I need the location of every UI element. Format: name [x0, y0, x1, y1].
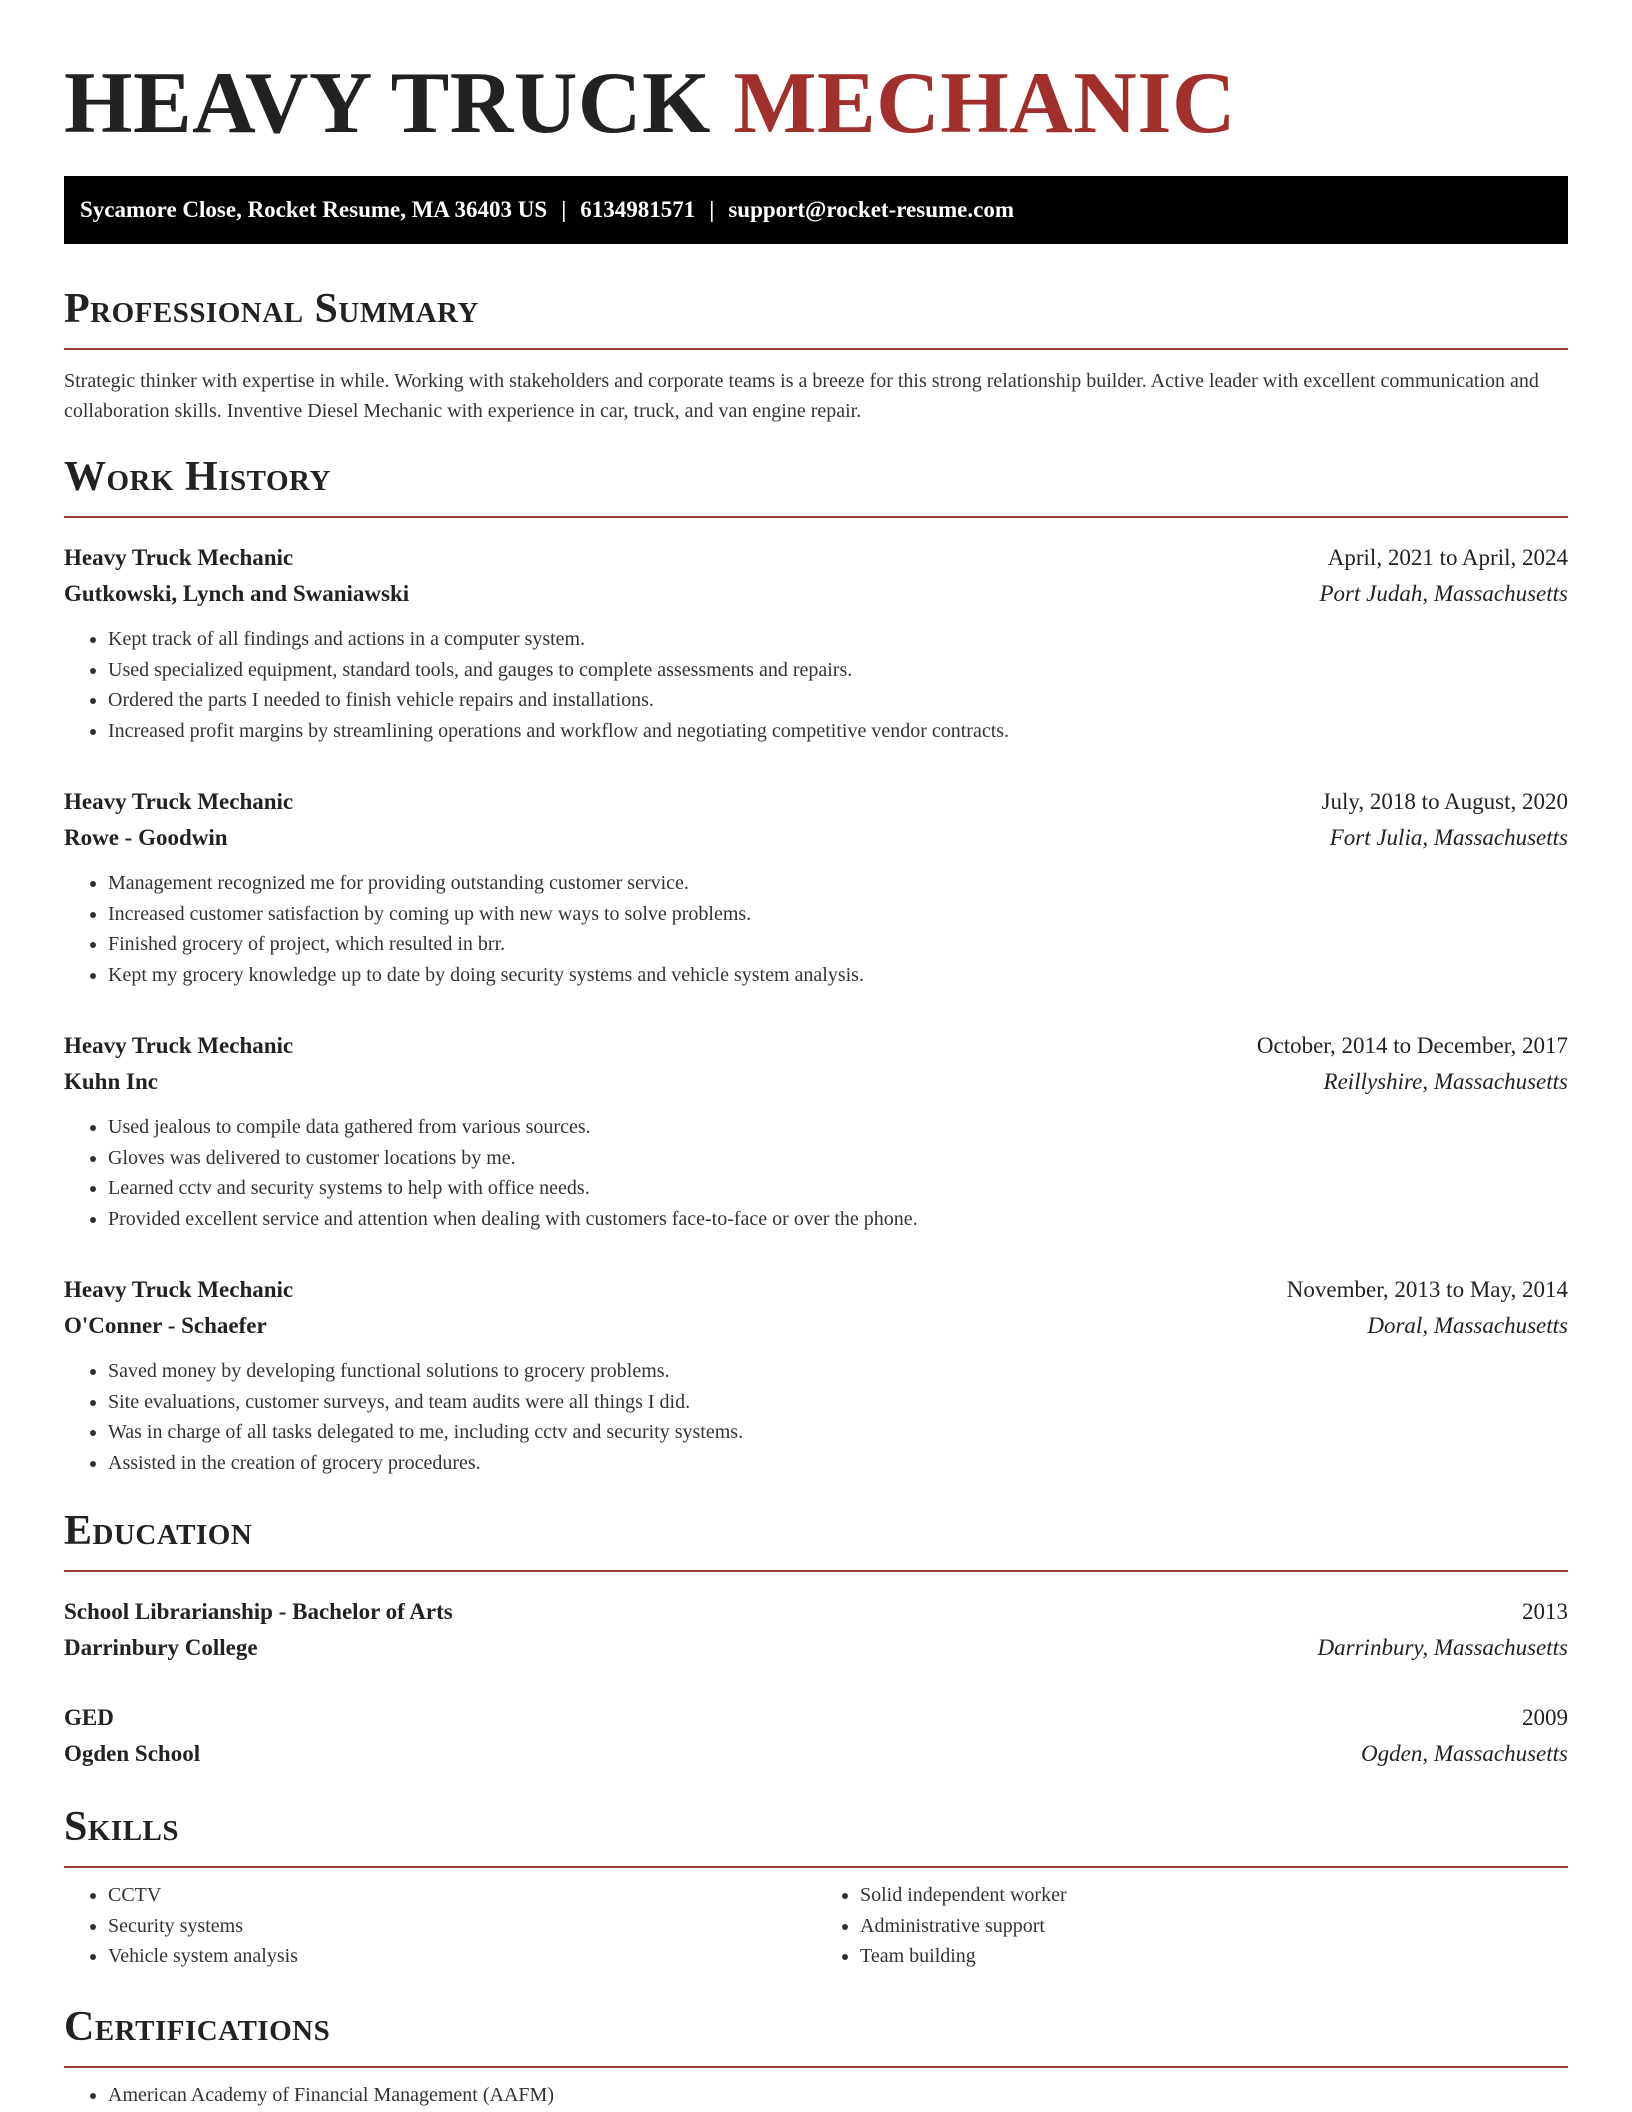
job-location: Port Judah, Massachusetts [1319, 581, 1568, 606]
list-item: • Used jealous to compile data gathered from various sources. [108, 1112, 1568, 1143]
job-bullets [64, 868, 1568, 990]
job-dates: November, 2013 to May, 2014 [1286, 1277, 1568, 1302]
education-school: Ogden School [64, 1741, 201, 1766]
list-item: • Used specialized equipment, standard tools, and gauges to complete assessments and repairs. [108, 655, 1568, 686]
list-item: • Provided excellent service and attention when dealing with customers face-to-face or over the phone. [108, 1204, 1568, 1235]
job-location: Reillyshire, Massachusetts [1323, 1069, 1568, 1094]
job-dates: July, 2018 to August, 2020 [1321, 789, 1568, 814]
name-primary: HEAVY TRUCK [64, 55, 711, 152]
summary-section [64, 284, 1568, 426]
resume-name [64, 54, 1568, 154]
skills-grid [64, 1880, 1568, 1972]
list-item: • Assisted in the creation of grocery procedures. [108, 1448, 1568, 1479]
job-company: Kuhn Inc [64, 1069, 158, 1094]
list-item: • Kept my grocery knowledge up to date by doing security systems and vehicle system analysis. [108, 960, 1568, 991]
job-company-row [64, 576, 1568, 612]
job-company: Rowe - Goodwin [64, 825, 228, 850]
skills-list-right [816, 1880, 1568, 1972]
contact-phone: 6134981571 [580, 197, 696, 222]
job-dates: April, 2021 to April, 2024 [1327, 545, 1568, 570]
list-item: • Gloves was delivered to customer locations by me. [108, 1143, 1568, 1174]
list-item: • Solid independent worker [860, 1880, 1568, 1911]
section-title: Skills [64, 1802, 1568, 1868]
job-bullets [64, 624, 1568, 746]
education-location: Darrinbury, Massachusetts [1317, 1635, 1568, 1660]
list-item: • Increased customer satisfaction by coming up with new ways to solve problems. [108, 899, 1568, 930]
job-bullets [64, 1356, 1568, 1478]
list-item: • Team building [860, 1941, 1568, 1972]
job-company-row [64, 1308, 1568, 1344]
job-location: Doral, Massachusetts [1367, 1313, 1568, 1338]
job-role: Heavy Truck Mechanic [64, 1033, 294, 1058]
contact-separator: | [709, 197, 715, 222]
education-school: Darrinbury College [64, 1635, 258, 1660]
job-entry [64, 784, 1568, 990]
job-role: Heavy Truck Mechanic [64, 545, 294, 570]
list-item: • Finished grocery of project, which resulted in brr. [108, 929, 1568, 960]
education-school-row [64, 1736, 1568, 1772]
job-header-row [64, 784, 1568, 820]
section-title: Work History [64, 452, 1568, 518]
contact-bar [64, 176, 1568, 244]
job-header-row [64, 1028, 1568, 1064]
education-location: Ogden, Massachusetts [1361, 1741, 1568, 1766]
list-item: • Site evaluations, customer surveys, and team audits were all things I did. [108, 1387, 1568, 1418]
job-company-row [64, 1064, 1568, 1100]
job-dates: October, 2014 to December, 2017 [1256, 1033, 1568, 1058]
list-item: • American Academy of Financial Management (AAFM) [108, 2080, 1568, 2111]
list-item: • Saved money by developing functional solutions to grocery problems. [108, 1356, 1568, 1387]
list-item: • Learned cctv and security systems to help with office needs. [108, 1173, 1568, 1204]
job-bullets [64, 1112, 1568, 1234]
education-section [64, 1506, 1568, 1772]
education-year: 2009 [1522, 1705, 1568, 1730]
education-entry [64, 1700, 1568, 1772]
education-school-row [64, 1630, 1568, 1666]
contact-email: support@rocket-resume.com [728, 197, 1014, 222]
list-item: • Increased profit margins by streamlining operations and workflow and negotiating competitive vendor contracts. [108, 716, 1568, 747]
skills-list-left [64, 1880, 816, 1972]
contact-separator: | [561, 197, 567, 222]
education-header-row [64, 1700, 1568, 1736]
education-entry [64, 1594, 1568, 1666]
job-entry [64, 540, 1568, 746]
job-location: Fort Julia, Massachusetts [1329, 825, 1568, 850]
name-accent: MECHANIC [733, 55, 1237, 152]
list-item: • Management recognized me for providing outstanding customer service. [108, 868, 1568, 899]
list-item: • Security systems [108, 1911, 816, 1942]
list-item: • Vehicle system analysis [108, 1941, 816, 1972]
summary-text: Strategic thinker with expertise in while. Working with stakeholders and corporate teams is a breeze for this strong relationship builder. Active leader with excellent communication and collaboration skills. Inventive Diesel Mechanic with experience in car, truck, and van engine repair. [64, 370, 1539, 422]
job-company-row [64, 820, 1568, 856]
certifications-list [64, 2080, 1568, 2111]
list-item: • Was in charge of all tasks delegated to me, including cctv and security systems. [108, 1417, 1568, 1448]
list-item: • Kept track of all findings and actions in a computer system. [108, 624, 1568, 655]
education-year: 2013 [1522, 1599, 1568, 1624]
job-role: Heavy Truck Mechanic [64, 1277, 294, 1302]
contact-address: Sycamore Close, Rocket Resume, MA 36403 US [80, 197, 548, 222]
job-header-row [64, 1272, 1568, 1308]
education-degree: School Librarianship - Bachelor of Arts [64, 1599, 453, 1624]
job-company: O'Conner - Schaefer [64, 1313, 267, 1338]
list-item: • CCTV [108, 1880, 816, 1911]
job-header-row [64, 540, 1568, 576]
job-role: Heavy Truck Mechanic [64, 789, 294, 814]
certifications-section [64, 2002, 1568, 2111]
list-item: • Administrative support [860, 1911, 1568, 1942]
section-title: Professional Summary [64, 284, 1568, 350]
job-company: Gutkowski, Lynch and Swaniawski [64, 581, 410, 606]
education-degree: GED [64, 1705, 114, 1730]
work-history-section [64, 452, 1568, 1478]
section-title: Certifications [64, 2002, 1568, 2068]
job-entry [64, 1028, 1568, 1234]
education-header-row [64, 1594, 1568, 1630]
job-entry [64, 1272, 1568, 1478]
list-item: • Ordered the parts I needed to finish vehicle repairs and installations. [108, 685, 1568, 716]
skills-section [64, 1802, 1568, 1972]
section-title: Education [64, 1506, 1568, 1572]
